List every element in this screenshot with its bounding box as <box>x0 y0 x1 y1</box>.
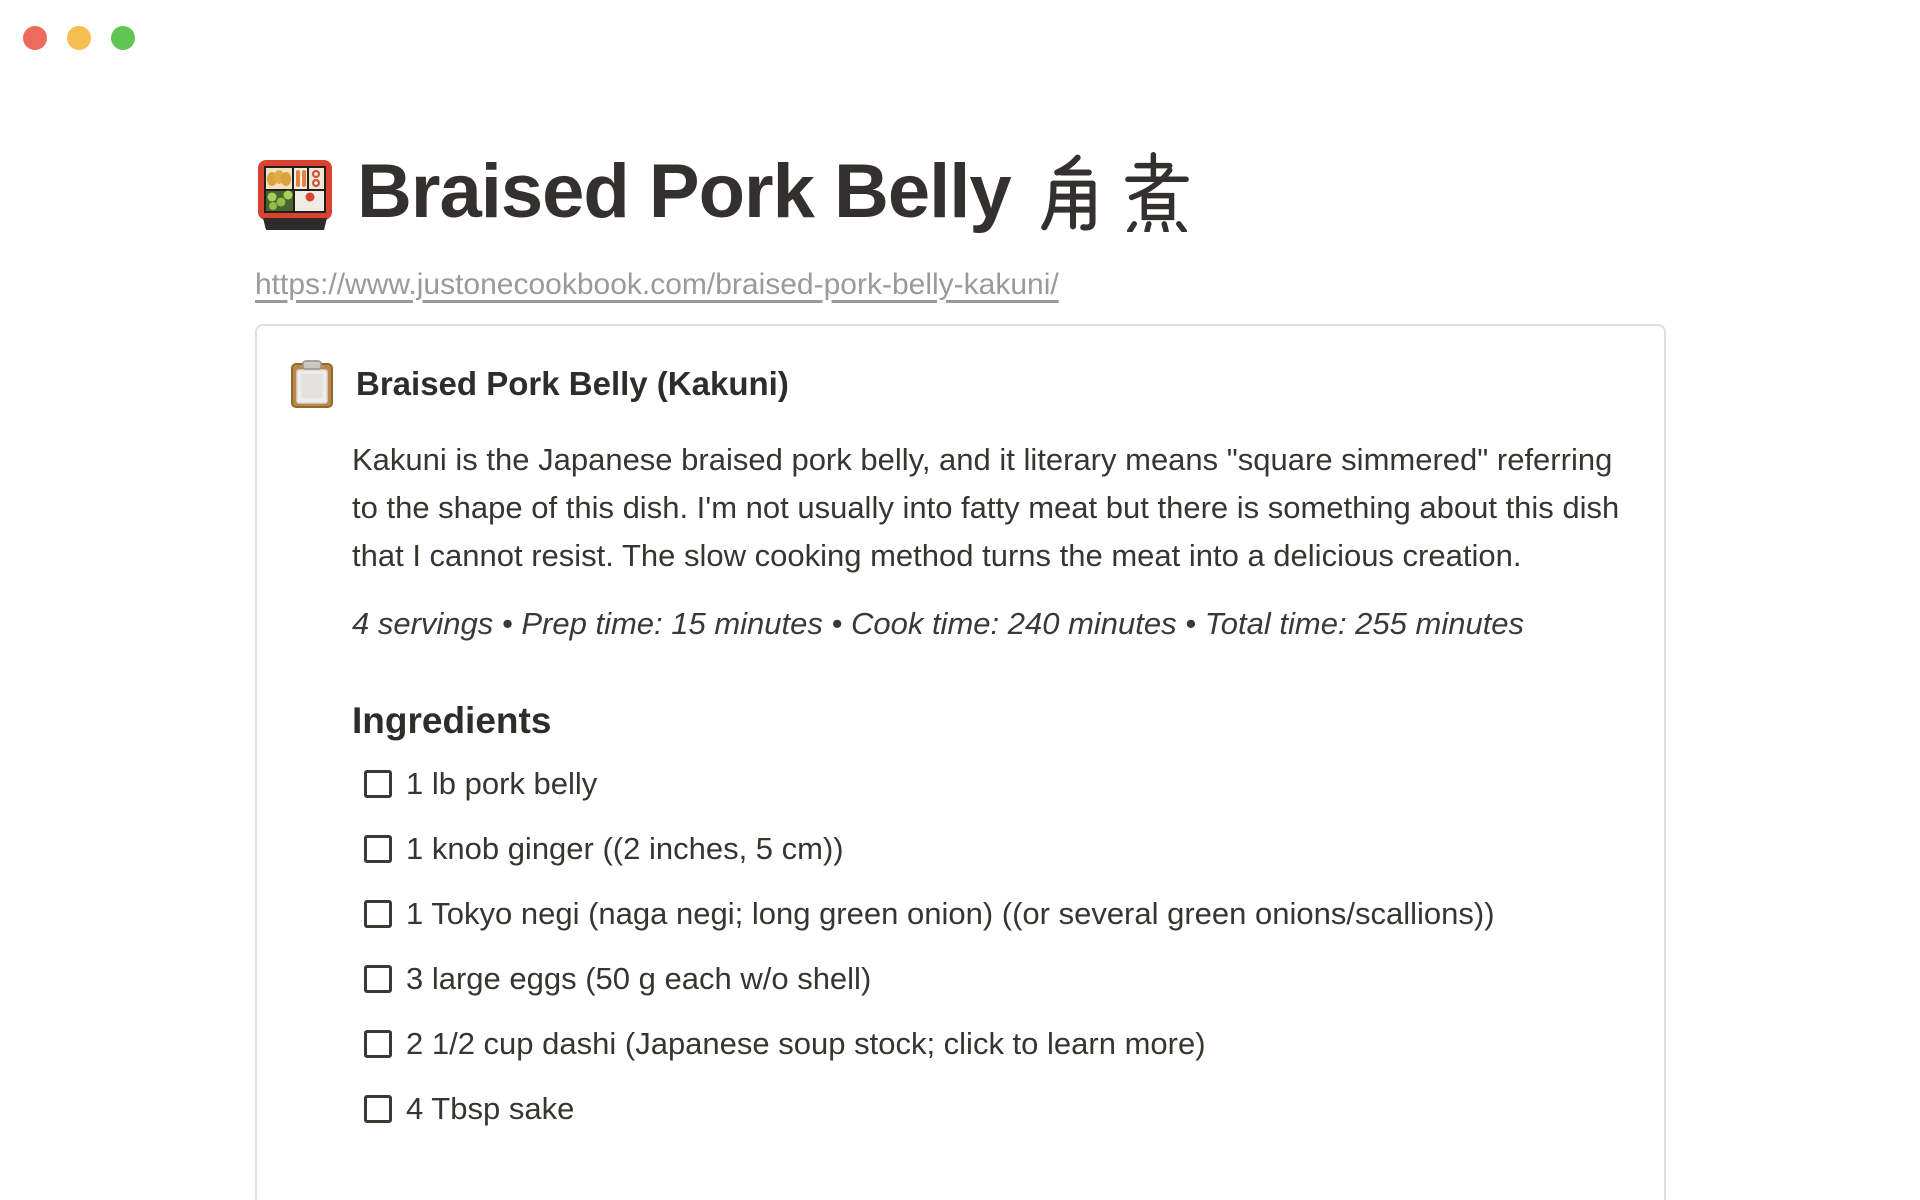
ingredients-heading: Ingredients <box>352 699 552 741</box>
ingredient-checkbox[interactable] <box>364 770 392 798</box>
ingredient-label: 2 1/2 cup dashi (Japanese soup stock; click to learn more) <box>406 1026 1206 1062</box>
recipe-card-header <box>290 360 1624 408</box>
ingredient-checkbox[interactable] <box>364 835 392 863</box>
recipe-meta: 4 servings • Prep time: 15 minutes • Cook time: 240 minutes • Total time: 255 minutes <box>352 605 1525 641</box>
ingredient-item <box>364 752 1624 817</box>
ingredient-label: 1 lb pork belly <box>406 766 598 802</box>
ingredient-item <box>364 1077 1624 1142</box>
bento-box-icon <box>255 152 335 232</box>
kanji-kaku <box>1037 153 1109 231</box>
page-title-text: Braised Pork Belly <box>357 149 1011 234</box>
recipe-card <box>255 324 1666 1200</box>
ingredient-label: 1 Tokyo negi (naga negi; long green onion) ((or several green onions/scallions)) <box>406 896 1495 932</box>
ingredient-item <box>364 882 1624 947</box>
recipe-card-title: Braised Pork Belly (Kakuni) <box>356 364 789 402</box>
ingredient-checkbox[interactable] <box>364 965 392 993</box>
ingredient-item <box>364 947 1624 1012</box>
zoom-button[interactable] <box>111 26 135 50</box>
close-button[interactable] <box>23 26 47 50</box>
ingredient-checkbox[interactable] <box>364 1095 392 1123</box>
page-title[interactable] <box>255 150 1690 234</box>
ingredient-checkbox[interactable] <box>364 900 392 928</box>
minimize-button[interactable] <box>67 26 91 50</box>
ingredient-item <box>364 1012 1624 1077</box>
clipboard-icon <box>290 360 334 408</box>
source-link[interactable]: https://www.justonecookbook.com/braised-pork-belly-kakuni/ <box>255 267 1059 301</box>
ingredient-checkbox[interactable] <box>364 1030 392 1058</box>
ingredient-label: 1 knob ginger ((2 inches, 5 cm)) <box>406 831 844 867</box>
window-controls <box>23 26 135 50</box>
ingredient-label: 4 Tbsp sake <box>406 1091 575 1127</box>
ingredient-label: 3 large eggs (50 g each w/o shell) <box>406 961 872 997</box>
recipe-description: Kakuni is the Japanese braised pork belly, and it literary means "square simmered" referring to the shape of this dish. I'm not usually into fatty meat but there is something about this dish that I cannot resist. The slow cooking method turns the meat into a delicious creation. <box>352 441 1620 573</box>
kanji-ni <box>1121 152 1193 232</box>
page-content <box>255 150 1690 1200</box>
page-title-kanji <box>1037 152 1193 232</box>
ingredients-list <box>364 752 1624 1142</box>
ingredient-item <box>364 817 1624 882</box>
